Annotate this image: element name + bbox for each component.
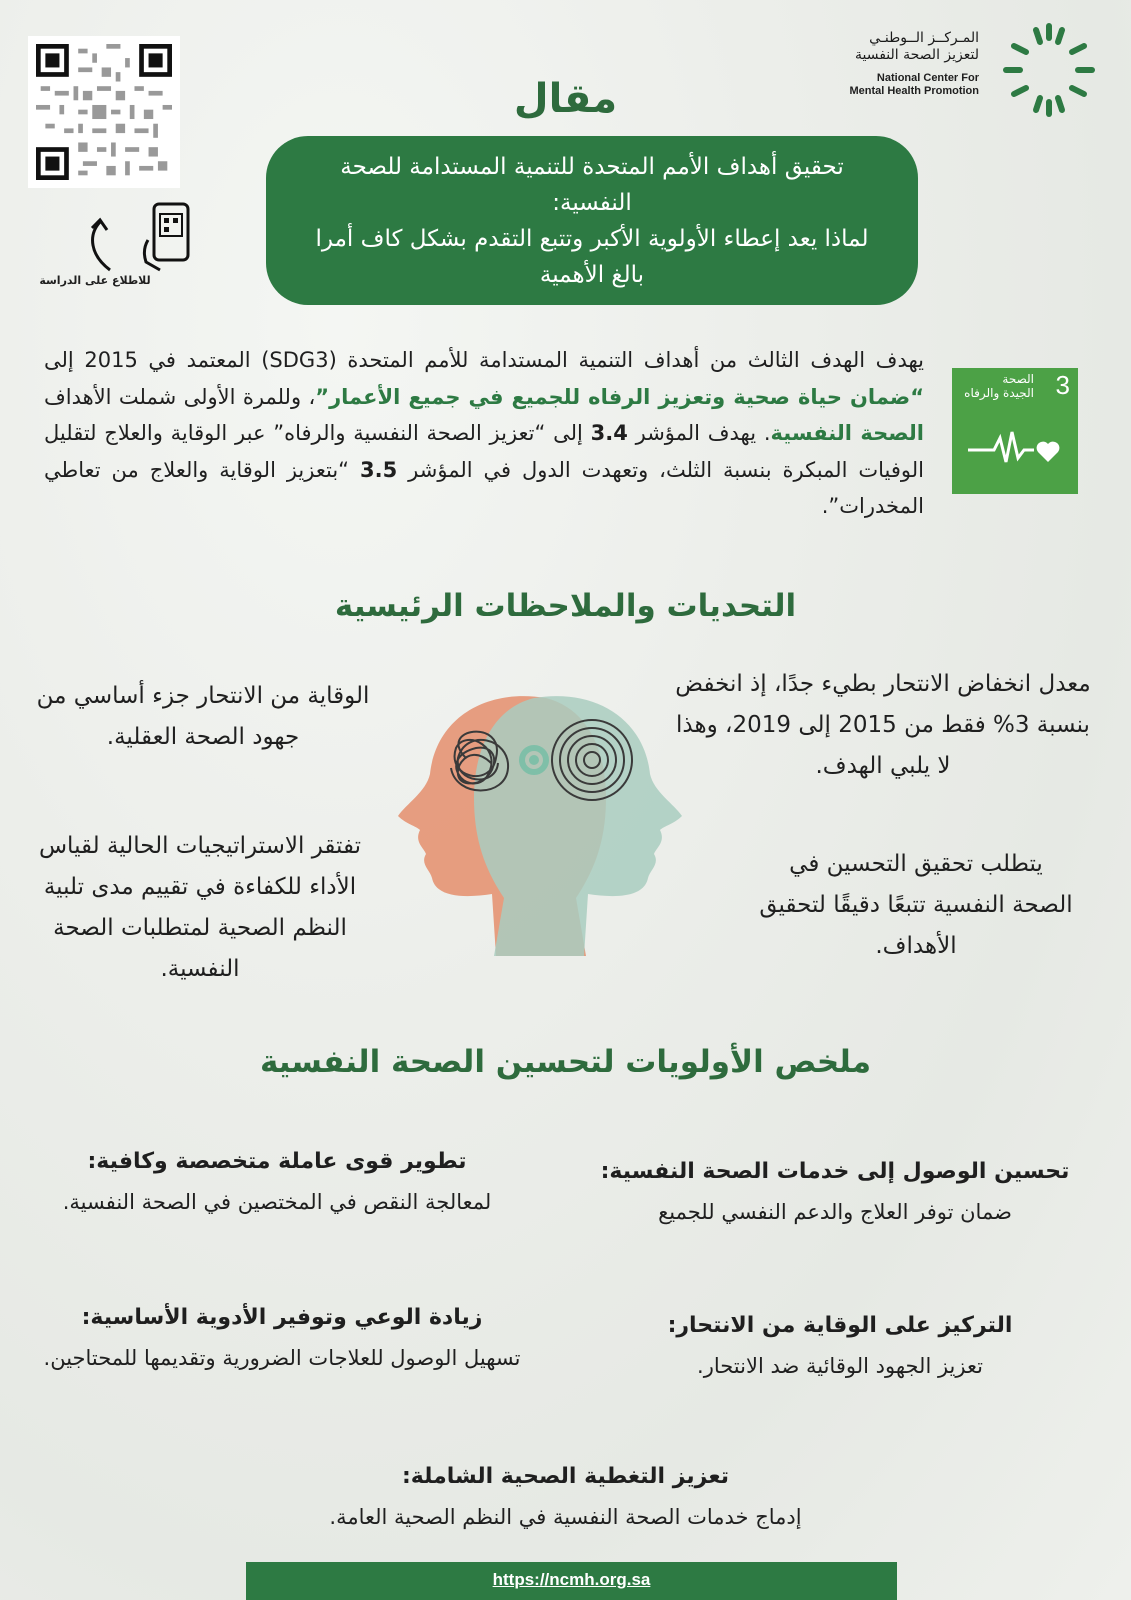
sdg-label-line2: الجيدة والرفاه — [964, 386, 1034, 400]
priority-desc: لمعالجة النقص في المختصين في الصحة النفسية. — [62, 1190, 492, 1214]
priority-title: زيادة الوعي وتوفير الأدوية الأساسية: — [81, 1305, 483, 1330]
intro-text-1: يهدف الهدف الثالث من أهداف التنمية المستدامة للأمم المتحدة (SDG3) المعتمد في 2015 إلى — [44, 348, 924, 372]
org-name-ar-line1: المـركــز الــوطنـي — [869, 30, 979, 46]
title-line-1: تحقيق أهداف الأمم المتحدة للتنمية المستدامة للصحة — [340, 153, 844, 180]
sdg3-badge — [952, 368, 1078, 494]
priority-coverage — [200, 1457, 931, 1537]
title-line-4: بالغ الأهمية — [539, 261, 645, 288]
intro-highlight-goal: “ضمان حياة صحية وتعزيز الرفاه للجميع في جميع الأعمار” — [315, 384, 924, 409]
website-link[interactable]: https://ncmh.org.sa — [492, 1570, 651, 1589]
qr-caption: للاطلاع على الدراسة — [39, 274, 151, 287]
intro-highlight-mental-health: الصحة النفسية — [770, 421, 924, 445]
priority-title: تعزيز التغطية الصحية الشاملة: — [401, 1464, 730, 1489]
title-line-2: النفسية: — [552, 189, 632, 216]
priority-awareness — [42, 1298, 522, 1378]
phone-scan-icon — [80, 200, 210, 280]
priority-desc: ضمان توفر العلاج والدعم النفسي للجميع — [658, 1200, 1012, 1224]
priority-suicide-prevention — [600, 1306, 1080, 1386]
priority-desc: تعزيز الجهود الوقائية ضد الانتحار. — [697, 1354, 983, 1378]
priority-title: التركيز على الوقاية من الانتحار: — [667, 1313, 1013, 1338]
sdg-label — [964, 372, 1034, 400]
org-name-ar-line2: لتعزيز الصحة النفسية — [854, 47, 979, 63]
priority-desc: إدماج خدمات الصحة النفسية في النظم الصحية العامة. — [329, 1505, 802, 1529]
priority-title: تطوير قوى عاملة متخصصة وكافية: — [87, 1149, 467, 1174]
org-name-en-line1: National Center For — [876, 72, 979, 84]
challenge-strategies: تفتقر الاستراتيجيات الحالية لقياس الأداء للكفاءة في تقييم مدى تلبية النظم الصحية لمتطلبات الصحة النفسية. — [38, 833, 362, 982]
intro-text-4: إلى “تعزيز الصحة النفسية والرفاه” عبر الوقاية والعلاج لتقليل الوفيات المبكرة بنسبة الثلث، وتعهدت الدول في المؤشر — [44, 421, 924, 482]
heartbeat-icon — [968, 428, 1062, 468]
intro-text-5: “بتعزيز الوقاية والعلاج من تعاطي المخدرات”. — [44, 457, 924, 518]
article-label: مقال — [513, 76, 618, 122]
intro-text-2: ، وللمرة الأولى شملت الأهداف — [44, 384, 316, 409]
intro-indicator-3-4: 3.4 — [590, 421, 628, 445]
intro-text-3: . يهدف المؤشر — [627, 421, 771, 445]
challenge-prevention: الوقاية من الانتحار جزء أساسي من جهود الصحة العقلية. — [36, 683, 370, 750]
footer-bar — [246, 1562, 897, 1600]
two-heads-illustration — [396, 688, 684, 956]
priority-access — [570, 1152, 1100, 1232]
org-name-ar — [855, 30, 979, 64]
challenge-tracking: يتطلب تحقيق التحسين في الصحة النفسية تتبعًا دقيقًا لتحقيق الأهداف. — [759, 851, 1073, 959]
sdg-number: 3 — [1055, 370, 1070, 400]
article-title-box — [266, 136, 918, 305]
intro-indicator-3-5: 3.5 — [360, 457, 398, 482]
priority-workforce — [42, 1142, 512, 1222]
challenges-heading: التحديات والملاحظات الرئيسية — [334, 588, 797, 624]
priority-title: تحسين الوصول إلى خدمات الصحة النفسية: — [600, 1159, 1070, 1184]
intro-paragraph — [44, 342, 924, 525]
org-name-en-line2: Mental Health Promotion — [849, 85, 979, 97]
sdg-label-line1: الصحة — [1002, 372, 1034, 386]
title-line-3: لماذا يعد إعطاء الأولوية الأكبر وتتبع التقدم بشكل كاف أمرا — [315, 225, 869, 252]
challenge-suicide-rate: معدل انخفاض الانتحار بطيء جدًا، إذ انخفض بنسبة 3% فقط من 2015 إلى 2019، وهذا لا يلبي الهدف. — [675, 671, 1091, 779]
priorities-heading: ملخص الأولويات لتحسين الصحة النفسية — [259, 1044, 872, 1080]
priority-desc: تسهيل الوصول للعلاجات الضرورية وتقديمها للمحتاجين. — [43, 1346, 521, 1370]
